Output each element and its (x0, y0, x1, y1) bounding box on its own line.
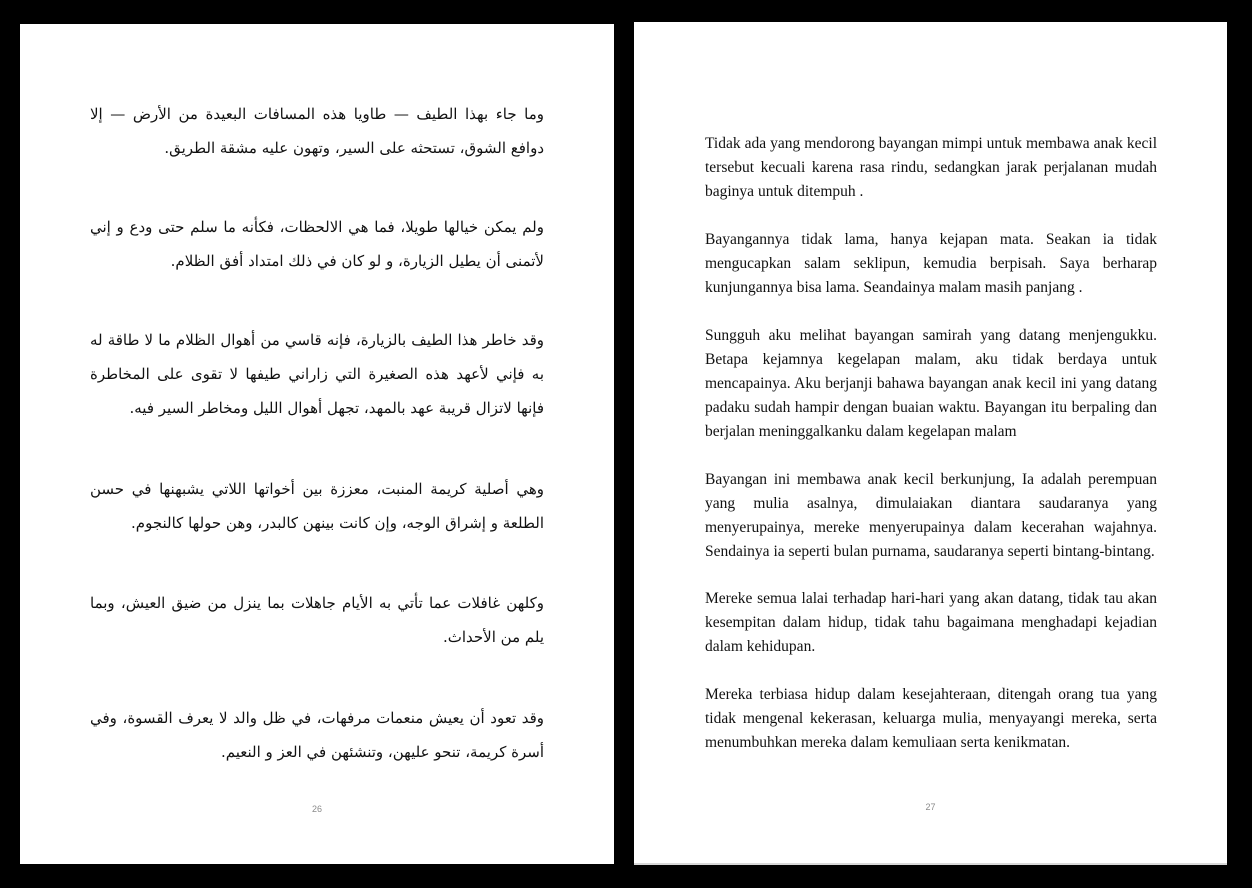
arabic-paragraph: وكلهن غافلات عما تأتي به الأيام جاهلات بما ينزل من ضيق العيش، وبما يلم من الأحداث. (90, 594, 544, 646)
page-number: 26 (311, 804, 322, 814)
left-page (20, 24, 614, 864)
arabic-paragraph: وهي أصلية كريمة المنبت، معززة بين أخواتها اللاتي يشبهنها في حسن الطلعة و إشراق الوجه، وإن كانت بينهن كالبدر، وهن حولها كالنجوم. (90, 480, 544, 532)
indonesian-paragraph: Bayangan ini membawa anak kecil berkunjung, Ia adalah perempuan yang mulia asalnya, dimulaiakan diantara saudaranya yang menyerupainya, mereke menyerupainya dalam kecerahan wajahnya. Sendainya ia seperti bulan purnama, saudaranya seperti bintang-bintang. (705, 471, 1157, 560)
arabic-paragraph: وقد تعود أن يعيش منعمات مرفهات، في ظل والد لا يعرف القسوة، وفي أسرة كريمة، تنحو عليهن، وتنشئهن في العز و النعيم. (90, 709, 544, 761)
indonesian-paragraph: Sungguh aku melihat bayangan samirah yang datang menjengukku. Betapa kejamnya kegelapan malam, aku tidak berdaya untuk mencapainya. Aku berjanji bahawa bayangan anak kecil ini yang datang padaku sudah hampir dengan buaian waktu. Bayangan itu berpaling dan berjalan meninggalkanku dalam kegelapan malam (705, 327, 1157, 440)
arabic-paragraph: وما جاء بهذا الطيف — طاويا هذه المسافات البعيدة من الأرض — إلا دوافع الشوق، تستحثه على السير، وتهون عليه مشقة الطريق. (90, 105, 544, 157)
right-page (634, 22, 1227, 865)
arabic-paragraph: وقد خاطر هذا الطيف بالزيارة، فإنه قاسي من أهوال الظلام ما لا طاقة له به فإني لأعهد هذه الصغيرة التي زاراني طيفها لا تقوى على المخاطرة فإنها لاتزال قريبة عهد بالمهد، تجهل أهوال الليل ومخاطر السير فيه. (90, 331, 544, 417)
indonesian-paragraph: Bayangannya tidak lama, hanya kejapan mata. Seakan ia tidak mengucapkan salam seklipun, kemudia berpisah. Saya berharap kunjungannya bisa lama. Seandainya malam masih panjang . (705, 231, 1157, 296)
page-number: 27 (925, 802, 936, 812)
arabic-paragraph: ولم يمكن خيالها طويلا، فما هي الالحظات، فكأنه ما سلم حتى ودع و إني لأتمنى أن يطيل الزيارة، و لو كان في ذلك امتداد أفق الظلام. (90, 218, 544, 270)
indonesian-paragraph: Mereke semua lalai terhadap hari-hari yang akan datang, tidak tau akan kesempitan dalam hidup, tidak tahu bagaimana menghadapi kejadian dalam kehidupan. (705, 590, 1157, 655)
indonesian-paragraph: Tidak ada yang mendorong bayangan mimpi untuk membawa anak kecil tersebut kecuali karena rasa rindu, sedangkan jarak perjalanan mudah baginya untuk ditempuh . (705, 135, 1157, 200)
indonesian-paragraph: Mereka terbiasa hidup dalam kesejahteraan, ditengah orang tua yang tidak mengenal kekerasan, keluarga mulia, menyayangi mereka, serta menumbuhkan mereka dalam kemuliaan serta kenikmatan. (705, 686, 1157, 751)
